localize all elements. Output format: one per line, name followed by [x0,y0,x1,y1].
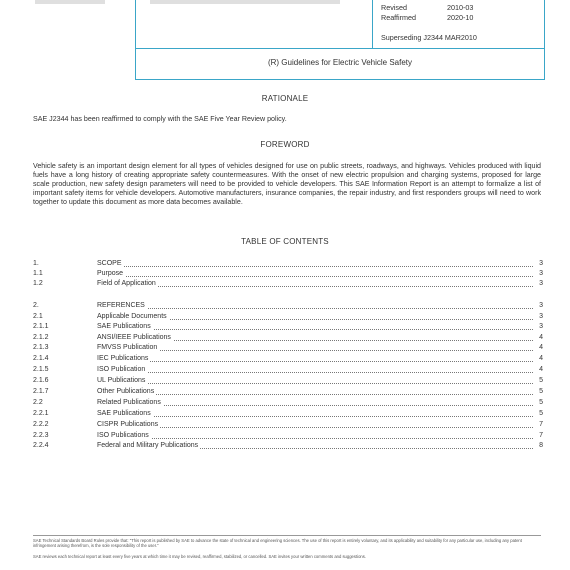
toc-entry-page: 5 [539,377,543,384]
toc-entry[interactable] [33,421,543,431]
superseding-note: Superseding J2344 MAR2010 [381,33,477,42]
toc-leader-dots [97,361,533,362]
toc-entry-title: FMVSS Publication [97,344,158,351]
toc-entry[interactable] [33,388,543,398]
toc-leader-dots [97,372,533,373]
toc-entry-page: 4 [539,344,543,351]
toc-leader-dots [97,383,533,384]
toc-leader-dots [97,286,533,287]
toc-entry-title: Applicable Documents [97,313,167,320]
footer-review-text: SAE reviews each technical report at least every five years at which time it may be revised, reaffirmed, stabilized, or cancelled. SAE invites your written comments and suggestions. [33,554,366,559]
toc-entry-page: 3 [539,313,543,320]
toc-entry-page: 4 [539,366,543,373]
toc-entry-page: 8 [539,442,543,449]
toc-leader-dots [97,416,533,417]
toc-entry-number: 1. [33,260,39,267]
toc-entry-number: 2.2.1 [33,410,49,417]
rationale-text: SAE J2344 has been reaffirmed to comply with the SAE Five Year Review policy. [33,115,287,123]
toc-entry[interactable] [33,323,543,333]
toc-entry-title: Field of Application [97,280,156,287]
reaffirmed-value: 2020-10 [447,13,474,22]
toc-entry[interactable] [33,260,543,270]
toc-entry-number: 2.2.3 [33,432,49,439]
toc-entry-page: 3 [539,280,543,287]
reaffirmed-label: Reaffirmed [381,13,417,22]
toc-entry[interactable] [33,280,543,290]
toc-entry[interactable] [33,377,543,387]
toc-entry-page: 3 [539,323,543,330]
document-title: (R) Guidelines for Electric Vehicle Safety [267,58,413,67]
toc-entry[interactable] [33,410,543,420]
toc-entry-title: Other Publications [97,388,155,395]
foreword-heading: FOREWORD [260,140,310,149]
toc-entry-title: SAE Publications [97,410,151,417]
toc-leader-dots [97,394,533,395]
toc-entry-title: SCOPE [97,260,122,267]
toc-entry-page: 3 [539,260,543,267]
toc-entry-number: 2. [33,302,39,309]
toc-entry-title: REFERENCES [97,302,145,309]
toc-entry[interactable] [33,399,543,409]
toc-entry-page: 5 [539,399,543,406]
toc-leader-dots [97,276,533,277]
toc-entry-number: 2.1.6 [33,377,49,384]
toc-entry-title: ANSI/IEEE Publications [97,334,171,341]
toc-entry[interactable] [33,313,543,323]
header-box [135,0,545,80]
toc-entry-number: 2.1.5 [33,366,49,373]
toc-entry-title: UL Publications [97,377,146,384]
toc-heading: TABLE OF CONTENTS [241,237,329,246]
toc-entry-number: 2.1.7 [33,388,49,395]
toc-entry-number: 1.2 [33,280,43,287]
toc-entry-number: 2.2.2 [33,421,49,428]
toc-entry-number: 2.2 [33,399,43,406]
toc-entry[interactable] [33,355,543,365]
toc-entry-title: ISO Publications [97,432,149,439]
toc-entry-page: 7 [539,432,543,439]
header-divider-horizontal [135,48,545,49]
toc-entry[interactable] [33,344,543,354]
toc-entry-title: CISPR Publications [97,421,159,428]
toc-entry[interactable] [33,334,543,344]
toc-entry-title: Related Publications [97,399,161,406]
rationale-heading: RATIONALE [261,94,309,103]
toc-entry-page: 3 [539,302,543,309]
toc-entry-number: 2.1.4 [33,355,49,362]
toc-entry-title: Federal and Military Publications [97,442,199,449]
footer-rule [33,535,541,536]
toc-entry-page: 4 [539,334,543,341]
toc-entry-number: 2.1.1 [33,323,49,330]
toc-entry[interactable] [33,366,543,376]
toc-entry-page: 5 [539,388,543,395]
toc-leader-dots [97,329,533,330]
toc-entry[interactable] [33,432,543,442]
toc-entry-title: IEC Publications [97,355,149,362]
toc-leader-dots [97,308,533,309]
toc-entry-number: 2.2.4 [33,442,49,449]
toc-leader-dots [97,438,533,439]
header-logo-area [35,0,105,4]
toc-entry-number: 2.1.3 [33,344,49,351]
foreword-text: Vehicle safety is an important design element for all types of vehicles designed for use on public streets, roadways, and highways. Vehicles produced with liquid fuels have a long history of creating appropriate safety countermeasures. With the onset of new electric propulsion and charging systems, proposed for large scale production, new safety design parameters will need to be provided to vehicle developers. This SAE Information Report is an attempt to formalize a list of important safety items for vehicle developers. Automotive manufacturers, insurance companies, the repair industry, and first responders groups will need to work together to update this document as more data becomes available. [33,162,541,206]
revised-label: Revised [381,3,407,12]
toc-entry-title: SAE Publications [97,323,151,330]
toc-entry[interactable] [33,302,543,312]
toc-leader-dots [97,266,533,267]
toc-entry-page: 3 [539,270,543,277]
toc-leader-dots [97,350,533,351]
toc-entry-page: 5 [539,410,543,417]
header-divider-vertical [372,0,373,48]
toc-leader-dots [97,427,533,428]
toc-entry-number: 2.1 [33,313,43,320]
toc-entry-number: 1.1 [33,270,43,277]
toc-entry-title: Purpose [97,270,124,277]
toc-entry-title: ISO Publication [97,366,146,373]
toc-entry[interactable] [33,270,543,280]
toc-entry-number: 2.1.2 [33,334,49,341]
toc-entry-page: 4 [539,355,543,362]
toc-entry-page: 7 [539,421,543,428]
revised-value: 2010-03 [447,3,474,12]
footer-legal-text: SAE Technical Standards Board Rules provide that: "This report is published by SAE to advance the state of technical and engineering sciences. The use of this report is entirely voluntary, and its applicability and suitability for any particular use, including any patent infringement arising therefrom, is the sole responsibility of the user." [33,538,522,549]
toc-entry[interactable] [33,442,543,452]
